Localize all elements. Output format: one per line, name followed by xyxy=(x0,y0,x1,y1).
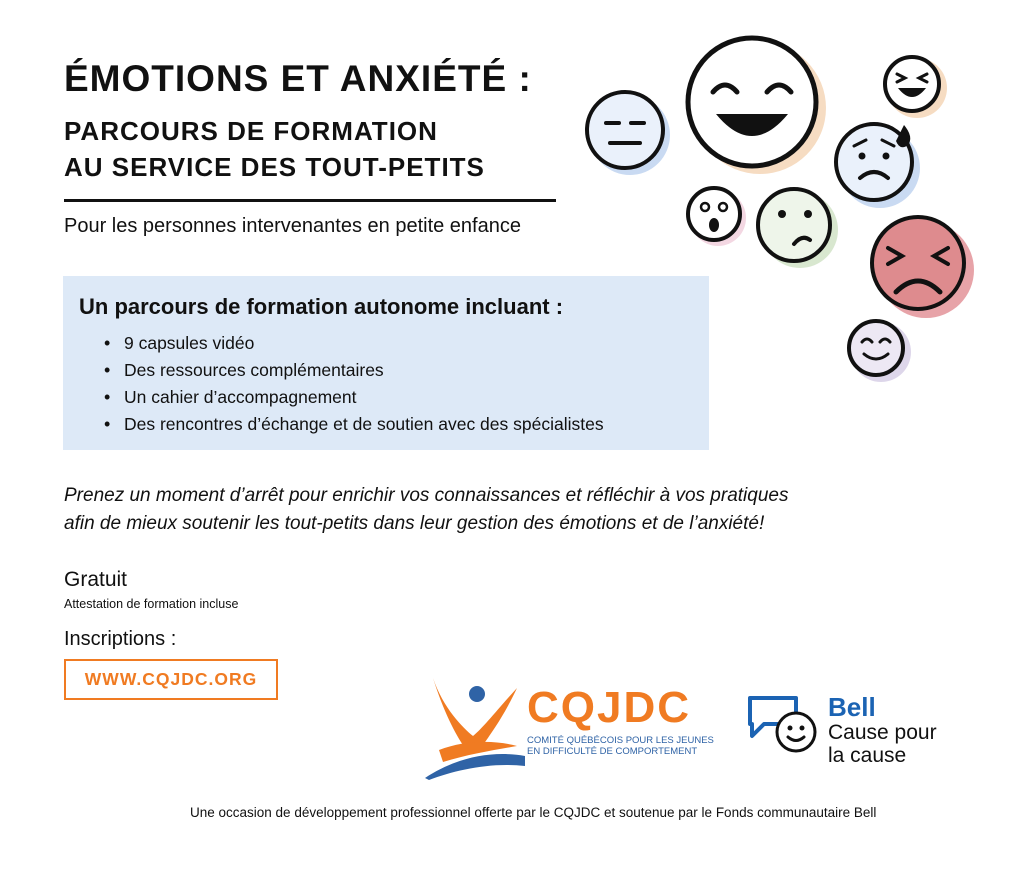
list-item: • Des rencontres d’échange et de soutien avec des spécialistes xyxy=(100,411,604,438)
certificate-note: Attestation de formation incluse xyxy=(64,597,239,611)
invitation-line-2: afin de mieux soutenir les tout-petits dans leur gestion des émotions et de l’anxiété! xyxy=(64,513,765,534)
list-item: • 9 capsules vidéo xyxy=(100,330,604,357)
title-divider xyxy=(64,199,556,202)
info-box-heading: Un parcours de formation autonome incluant : xyxy=(79,294,564,319)
price-label: Gratuit xyxy=(64,568,128,591)
confused-face-icon xyxy=(758,189,838,268)
laughing-face-icon xyxy=(688,38,826,174)
cqjdc-logo-icon xyxy=(425,670,525,782)
audience-text: Pour les personnes intervenantes en petite enfance xyxy=(64,215,521,237)
bell-name: Bell xyxy=(828,692,876,722)
bell-tagline-line-2: la cause xyxy=(828,744,907,767)
list-item: • Des ressources complémentaires xyxy=(100,357,604,384)
page-subtitle xyxy=(64,113,485,185)
grinning-face-icon xyxy=(885,57,947,118)
bell-tagline xyxy=(828,721,937,767)
page-title: ÉMOTIONS ET ANXIÉTÉ : xyxy=(64,58,532,99)
invitation-line-1: Prenez un moment d’arrêt pour enrichir vos connaissances et réfléchir à vos pratiques xyxy=(64,485,789,506)
content-face-icon xyxy=(849,321,911,382)
cqjdc-full-name-line-1: COMITÉ QUÉBÉCOIS POUR LES JEUNES xyxy=(527,735,714,746)
page-subtitle-line-2: AU SERVICE DES TOUT-PETITS xyxy=(64,152,485,182)
emoji-cluster xyxy=(580,30,980,390)
neutral-face-icon xyxy=(587,92,670,175)
list-item: • Un cahier d’accompagnement xyxy=(100,384,604,411)
invitation-text xyxy=(64,482,788,538)
cqjdc-full-name xyxy=(527,735,714,757)
bell-tagline-line-1: Cause pour xyxy=(828,721,937,744)
cqjdc-name: CQJDC xyxy=(527,683,692,732)
page-subtitle-line-1: PARCOURS DE FORMATION xyxy=(64,116,438,146)
worried-face-icon xyxy=(836,124,920,208)
angry-face-icon xyxy=(872,217,974,318)
footer-note: Une occasion de développement professionnel offerte par le CQJDC et soutenue par le Fonds communautaire Bell xyxy=(190,805,877,820)
surprised-face-icon xyxy=(688,188,746,246)
registration-link[interactable]: WWW.CQJDC.ORG xyxy=(64,659,278,700)
cqjdc-full-name-line-2: EN DIFFICULTÉ DE COMPORTEMENT xyxy=(527,746,698,757)
speech-bubble-icon xyxy=(746,694,822,756)
registration-label: Inscriptions : xyxy=(64,628,177,650)
info-box-list xyxy=(100,330,604,438)
